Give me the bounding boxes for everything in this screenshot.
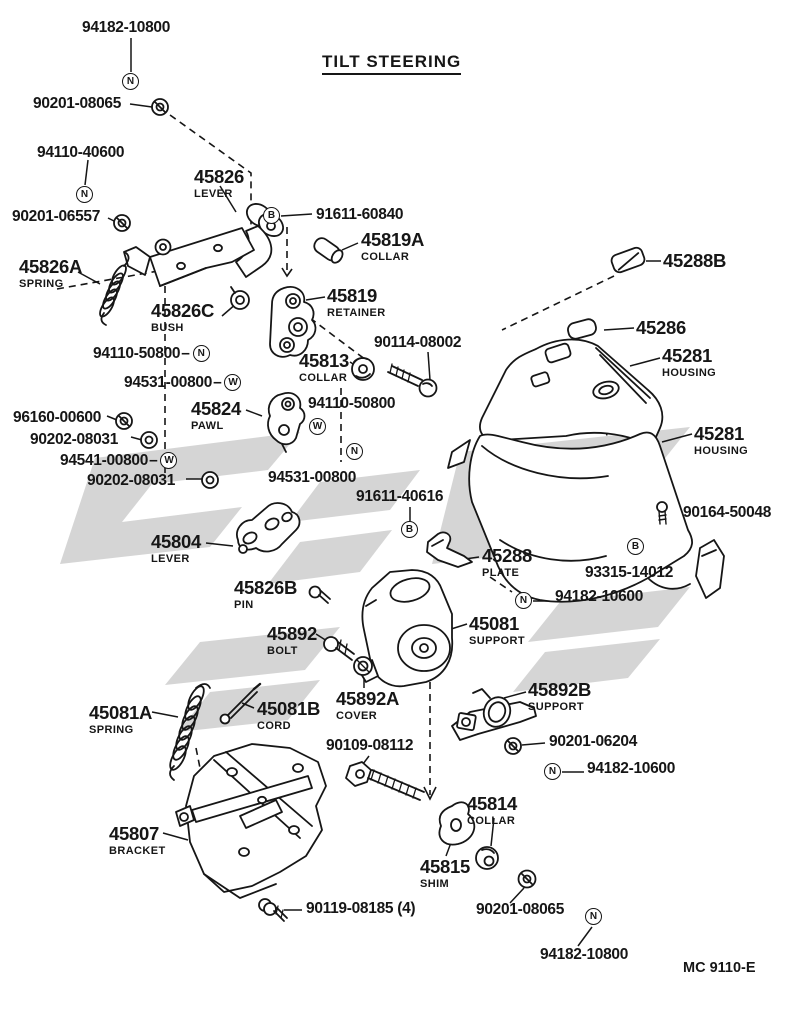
part-label-45288B: 45288B (663, 250, 727, 271)
circled-N-icon: N (346, 443, 363, 460)
circled-N-icon: N (76, 186, 93, 203)
part-label-45819A: 45819A COLLAR (361, 229, 425, 263)
circled-B-icon: B (263, 207, 280, 224)
fastener-label-93315-14012: 93315-14012 (585, 564, 674, 581)
fastener-label-90202-08031: 90202-08031 (30, 431, 119, 448)
fastener-label-90109-08112: 90109-08112 (326, 737, 414, 754)
fastener-label-90202-08031: 90202-08031 (87, 472, 176, 489)
part-label-45814: 45814 COLLAR (467, 793, 517, 827)
part-label-45826A: 45826A SPRING (19, 256, 83, 290)
circled-W-icon: W (224, 374, 241, 391)
part-label-45081A: 45081A SPRING (89, 702, 153, 736)
part-label-45081B: 45081B CORD (257, 698, 321, 732)
part-label-45286: 45286 (636, 317, 686, 338)
fastener-label-96160-00600: 96160-00600 (13, 409, 102, 426)
fastener-label-90201-06204: 90201-06204 (549, 733, 638, 750)
circled-B-icon: B (401, 521, 418, 538)
part-label-45804: 45804 LEVER (151, 531, 201, 565)
part-label-45815: 45815 SHIM (420, 856, 470, 890)
part-label-45826: 45826 LEVER (194, 166, 244, 200)
doc-code: MC 9110-E (683, 960, 756, 976)
fastener-label-91611-40616: 91611-40616 (356, 488, 444, 505)
fastener-label-94531-00800: 94531-00800 (268, 469, 357, 486)
fastener-label-91611-60840: 91611-60840 (316, 206, 404, 223)
part-label-45813: 45813 COLLAR (299, 350, 349, 384)
fastener-label-90201-06557: 90201-06557 (12, 208, 101, 225)
fastener-label-90114-08002: 90114-08002 (374, 334, 462, 351)
fastener-label-94182-10800: 94182-10800 (82, 19, 171, 36)
fastener-label-94110-40600: 94110-40600 (37, 144, 125, 161)
fastener-label-94182-10600: 94182-10600 (555, 588, 644, 605)
circled-W-icon: W (160, 452, 177, 469)
part-label-45824: 45824 PAWL (191, 398, 241, 432)
circled-N-icon: N (193, 345, 210, 362)
circled-B-icon: B (627, 538, 644, 555)
fastener-label-90201-08065: 90201-08065 (476, 901, 565, 918)
fastener-label-94110-50800: 94110-50800 (308, 395, 396, 412)
circled-W-icon: W (309, 418, 326, 435)
part-label-45281: 45281 HOUSING (662, 345, 717, 379)
part-label-45892: 45892 BOLT (267, 623, 317, 657)
circled-N-icon: N (122, 73, 139, 90)
part-label-45892B: 45892B SUPPORT (528, 679, 592, 713)
fastener-label-94531-00800: 94531-00800 – W (124, 374, 241, 391)
part-label-45288: 45288 PLATE (482, 545, 532, 579)
part-label-45819: 45819 RETAINER (327, 285, 386, 319)
part-label-45826C: 45826C BUSH (151, 300, 215, 334)
diagram-title: TILT STEERING (322, 52, 461, 75)
part-label-45081: 45081 SUPPORT (469, 613, 525, 647)
fastener-label-90119-08185: 90119-08185 (4) (306, 900, 416, 917)
fastener-label-90164-50048: 90164-50048 (683, 504, 772, 521)
part-label-45892A: 45892A COVER (336, 688, 400, 722)
part-label-45807: 45807 BRACKET (109, 823, 166, 857)
part-label-45281: 45281 HOUSING (694, 423, 749, 457)
part-label-45826B: 45826B PIN (234, 577, 298, 611)
circled-N-icon: N (585, 908, 602, 925)
circled-N-icon: N (544, 763, 561, 780)
fastener-label-94541-00800: 94541-00800 – W (60, 452, 177, 469)
circled-N-icon: N (515, 592, 532, 609)
fastener-label-94110-50800: 94110-50800 – N (93, 345, 210, 362)
fastener-label-90201-08065: 90201-08065 (33, 95, 122, 112)
fastener-label-94182-10800: 94182-10800 (540, 946, 629, 963)
fastener-label-94182-10600: 94182-10600 (587, 760, 676, 777)
